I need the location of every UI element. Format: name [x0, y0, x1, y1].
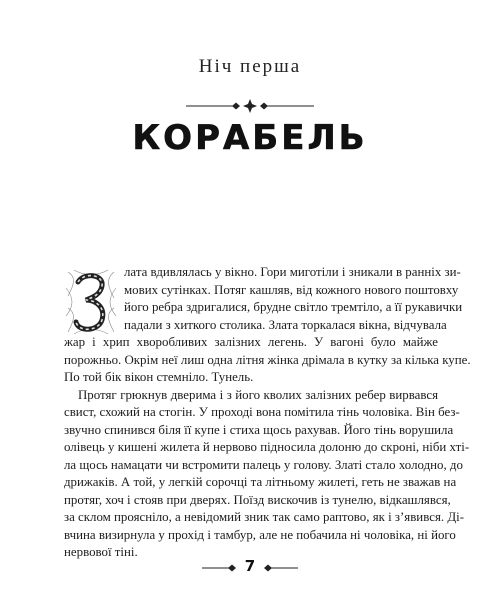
text-line: за склом прояснілo, а невідомий зник так само раптово, як і з’явився. Ді-	[64, 510, 464, 524]
text-line: олівець у кишені жилета й нервово підносила долоню до скроні, ніби хті-	[64, 440, 470, 454]
paragraph-2	[64, 387, 470, 562]
text-line: ла щось намацати чи встромити палець у голову. Златі стало холодно, до	[64, 457, 463, 472]
chapter-body	[64, 264, 471, 562]
text-line: свист, схожий на стогін. У проході вона помітила тінь чоловіка. Він без-	[64, 405, 460, 419]
text-line: порожньо. Окрім неї лиш одна літня жінка дрімала в кутку за кілька купе.	[64, 352, 471, 367]
text-line: Протяг грюкнув дверима і з його кволих залізних ребер вирвався	[78, 387, 438, 402]
chapter-title: КОРАБЕЛЬ	[132, 118, 368, 158]
text-line: падали з хиткого столика. Злата торкалася вікна, відчувала	[124, 317, 447, 332]
paragraph-1	[64, 264, 471, 387]
text-line: нервової тіні.	[64, 545, 138, 559]
top-ornament-divider	[0, 99, 500, 113]
text-line: звучно спинився біля її купе і стиха щось рахував. Його тінь ворушила	[64, 422, 454, 437]
night-title: Ніч перша	[198, 56, 302, 77]
text-line: жар і хрип хворобливих залізних легень. У вагоні було майже	[64, 335, 438, 349]
text-line: протяг, хоч і стояв при дверях. Поїзд вискочив із тунелю, відкашлявся,	[64, 492, 451, 507]
text-line: По той бік вікон стемніло. Тунель.	[64, 370, 254, 384]
text-line: вчина визирнула у прохід і тамбур, але не побачила ні чоловіка, ні його	[64, 527, 456, 542]
text-line: мових сутінках. Потяг кашляв, від кожного нового поштовху	[124, 282, 459, 297]
text-line: його ребра здригалися, брудне світло тремтіло, а її рукавички	[124, 300, 463, 314]
text-line: дрижаків. А той, у легкій сорочці та літньому жилеті, геть не зважав на	[64, 475, 457, 489]
text-line: лата вдивлялась у вікно. Гори миготіли і зникали в ранніх зи-	[124, 265, 461, 279]
page-number: 7	[244, 557, 256, 575]
